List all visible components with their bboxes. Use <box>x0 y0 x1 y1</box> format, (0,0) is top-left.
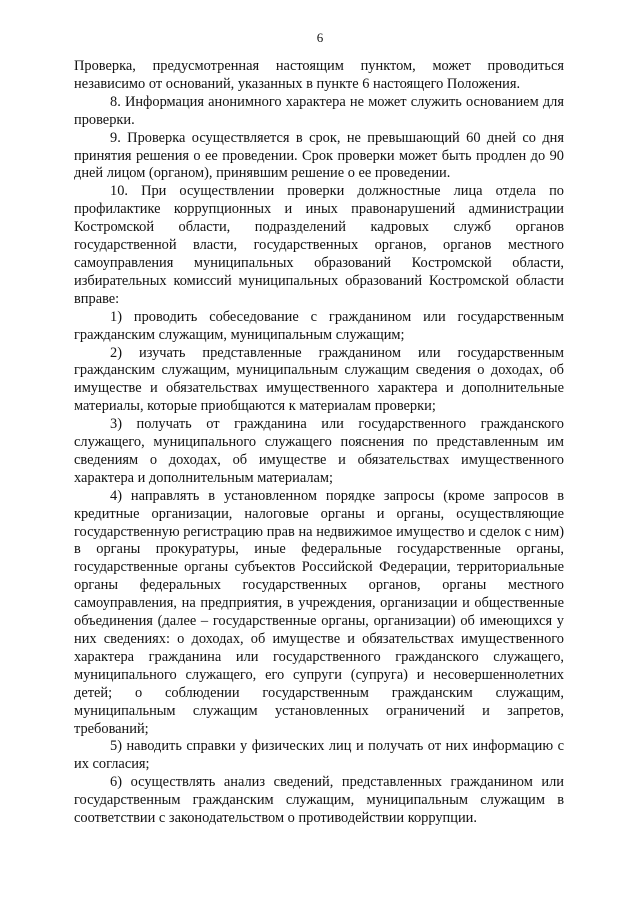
document-body <box>74 58 564 828</box>
subitem-1: 1) проводить собеседование с гражданином или государственным гражданским служащим, муниципальным служащим; <box>74 308 564 343</box>
subitem-6: 6) осуществлять анализ сведений, представленных гражданином или государственным гражданским служащим, муниципальным служащим в соответствии с законодательством о противодействии коррупции. <box>74 774 564 827</box>
paragraph-item-10: 10. При осуществлении проверки должностные лица отдела по профилактике коррупционных и иных правонарушений администрации Костромской области, подразделений кадровых служб органов государственной власти, государственных органов, органов местного самоуправления муниципальных образований Костромской области, избирательных комиссий муниципальных образований Костромской области вправе: <box>74 183 564 307</box>
subitem-4: 4) направлять в установленном порядке запросы (кроме запросов в кредитные организации, налоговые органы и органы, осуществляющие государственную регистрацию прав на недвижимое имущество и сделок с ним) в органы прокуратуры, иные федеральные государственные органы, государственные органы субъектов Российской Федерации, территориальные органы федеральных государственных органов, органы местного самоуправления, на предприятия, в учреждения, организации и общественные объединения (далее – государственные органы, организации) об имеющихся у них сведениях: о доходах, об имуществе и обязательствах имущественного характера гражданина или государственного гражданского служащего, муниципального служащего, его супруги (супруга) и несовершеннолетних детей; о соблюдении государственным гражданским служащим, муниципальным служащим установленных ограничений и запретов, требований; <box>74 487 564 737</box>
paragraph-item-9: 9. Проверка осуществляется в срок, не превышающий 60 дней со дня принятия решения о ее проведении. Срок проверки может быть продлен до 90 дней лицом (органом), принявшим решение о ее проведении. <box>74 129 564 182</box>
subitem-3: 3) получать от гражданина или государственного гражданского служащего, муниципального служащего пояснения по представленным им сведениям о доходах, об имуществе и обязательствах имущественного характера и дополнительным материалам; <box>74 416 564 486</box>
page-number: 6 <box>316 30 324 45</box>
paragraph-item-8: 8. Информация анонимного характера не может служить основанием для проверки. <box>74 93 564 128</box>
subitem-5: 5) наводить справки у физических лиц и получать от них информацию с их согласия; <box>74 738 564 773</box>
subitem-2: 2) изучать представленные гражданином или государственным гражданским служащим, муниципальным служащим сведения о доходах, об имуществе и обязательствах имущественного характера и дополнительные материалы, которые приобщаются к материалам проверки; <box>74 344 564 415</box>
paragraph-continuation: Проверка, предусмотренная настоящим пунктом, может проводиться независимо от оснований, указанных в пункте 6 настоящего Положения. <box>74 58 564 92</box>
